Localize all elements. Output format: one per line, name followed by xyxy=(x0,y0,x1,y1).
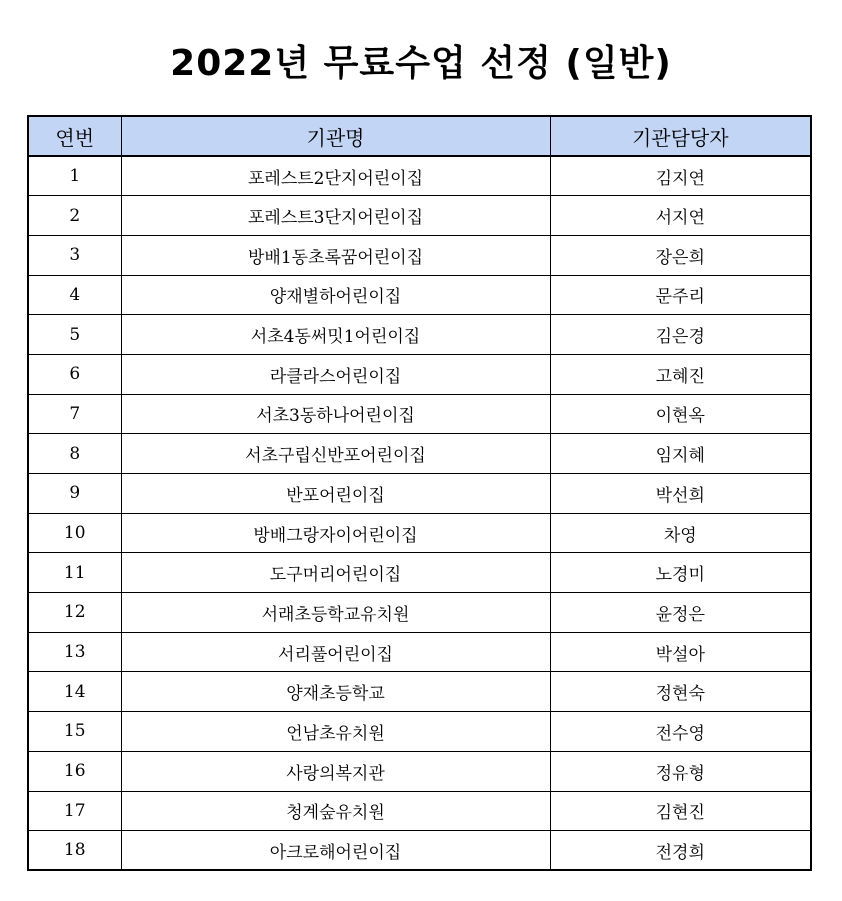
cell-manager: 이현옥 xyxy=(550,394,811,434)
cell-manager: 전수영 xyxy=(550,712,811,752)
cell-manager: 노경미 xyxy=(550,553,811,593)
cell-institution: 방배1동초록꿈어린이집 xyxy=(121,235,550,275)
cell-manager: 문주리 xyxy=(550,275,811,315)
cell-institution: 서래초등학교유치원 xyxy=(121,593,550,633)
table-row xyxy=(28,394,811,434)
cell-number: 9 xyxy=(28,474,121,514)
cell-institution: 사랑의복지관 xyxy=(121,751,550,791)
cell-number: 15 xyxy=(28,712,121,752)
table-row xyxy=(28,632,811,672)
table-row xyxy=(28,712,811,752)
table-row xyxy=(28,474,811,514)
cell-number: 11 xyxy=(28,553,121,593)
table-body xyxy=(28,156,811,870)
cell-manager: 윤정은 xyxy=(550,593,811,633)
cell-institution: 청계숲유치원 xyxy=(121,791,550,831)
header-institution: 기관명 xyxy=(121,116,550,156)
cell-manager: 임지혜 xyxy=(550,434,811,474)
cell-manager: 박설아 xyxy=(550,632,811,672)
cell-institution: 방배그랑자이어린이집 xyxy=(121,513,550,553)
cell-number: 13 xyxy=(28,632,121,672)
header-number: 연번 xyxy=(28,116,121,156)
cell-number: 18 xyxy=(28,831,121,871)
header-manager: 기관담당자 xyxy=(550,116,811,156)
cell-number: 16 xyxy=(28,751,121,791)
cell-number: 4 xyxy=(28,275,121,315)
cell-institution: 양재초등학교 xyxy=(121,672,550,712)
cell-number: 14 xyxy=(28,672,121,712)
table-row xyxy=(28,553,811,593)
cell-institution: 도구머리어린이집 xyxy=(121,553,550,593)
table-row xyxy=(28,751,811,791)
cell-institution: 서리풀어린이집 xyxy=(121,632,550,672)
cell-manager: 김지연 xyxy=(550,156,811,196)
table-row xyxy=(28,434,811,474)
table-row xyxy=(28,354,811,394)
table-row xyxy=(28,672,811,712)
cell-institution: 언남초유치원 xyxy=(121,712,550,752)
cell-institution: 서초3동하나어린이집 xyxy=(121,394,550,434)
table-row xyxy=(28,315,811,355)
table-row xyxy=(28,235,811,275)
table-row xyxy=(28,275,811,315)
header-row xyxy=(28,116,811,156)
cell-manager: 박선희 xyxy=(550,474,811,514)
cell-number: 7 xyxy=(28,394,121,434)
table-row xyxy=(28,513,811,553)
table-row xyxy=(28,196,811,236)
cell-institution: 아크로해어린이집 xyxy=(121,831,550,871)
table-header xyxy=(28,116,811,156)
cell-manager: 차영 xyxy=(550,513,811,553)
cell-institution: 반포어린이집 xyxy=(121,474,550,514)
cell-manager: 서지연 xyxy=(550,196,811,236)
cell-number: 1 xyxy=(28,156,121,196)
table-row xyxy=(28,156,811,196)
cell-manager: 장은희 xyxy=(550,235,811,275)
cell-number: 5 xyxy=(28,315,121,355)
cell-number: 8 xyxy=(28,434,121,474)
cell-manager: 김은경 xyxy=(550,315,811,355)
cell-manager: 정유형 xyxy=(550,751,811,791)
cell-number: 6 xyxy=(28,354,121,394)
cell-institution: 포레스트2단지어린이집 xyxy=(121,156,550,196)
page-title: 2022년 무료수업 선정 (일반) xyxy=(170,43,672,85)
selection-table xyxy=(27,115,812,871)
cell-institution: 서초4동써밋1어린이집 xyxy=(121,315,550,355)
table-row xyxy=(28,593,811,633)
cell-institution: 라클라스어린이집 xyxy=(121,354,550,394)
cell-manager: 김현진 xyxy=(550,791,811,831)
cell-institution: 양재별하어린이집 xyxy=(121,275,550,315)
cell-number: 2 xyxy=(28,196,121,236)
cell-number: 3 xyxy=(28,235,121,275)
table-row xyxy=(28,791,811,831)
cell-number: 10 xyxy=(28,513,121,553)
cell-manager: 고혜진 xyxy=(550,354,811,394)
cell-manager: 정현숙 xyxy=(550,672,811,712)
cell-institution: 포레스트3단지어린이집 xyxy=(121,196,550,236)
cell-institution: 서초구립신반포어린이집 xyxy=(121,434,550,474)
cell-manager: 전경희 xyxy=(550,831,811,871)
cell-number: 17 xyxy=(28,791,121,831)
cell-number: 12 xyxy=(28,593,121,633)
table-row xyxy=(28,831,811,871)
